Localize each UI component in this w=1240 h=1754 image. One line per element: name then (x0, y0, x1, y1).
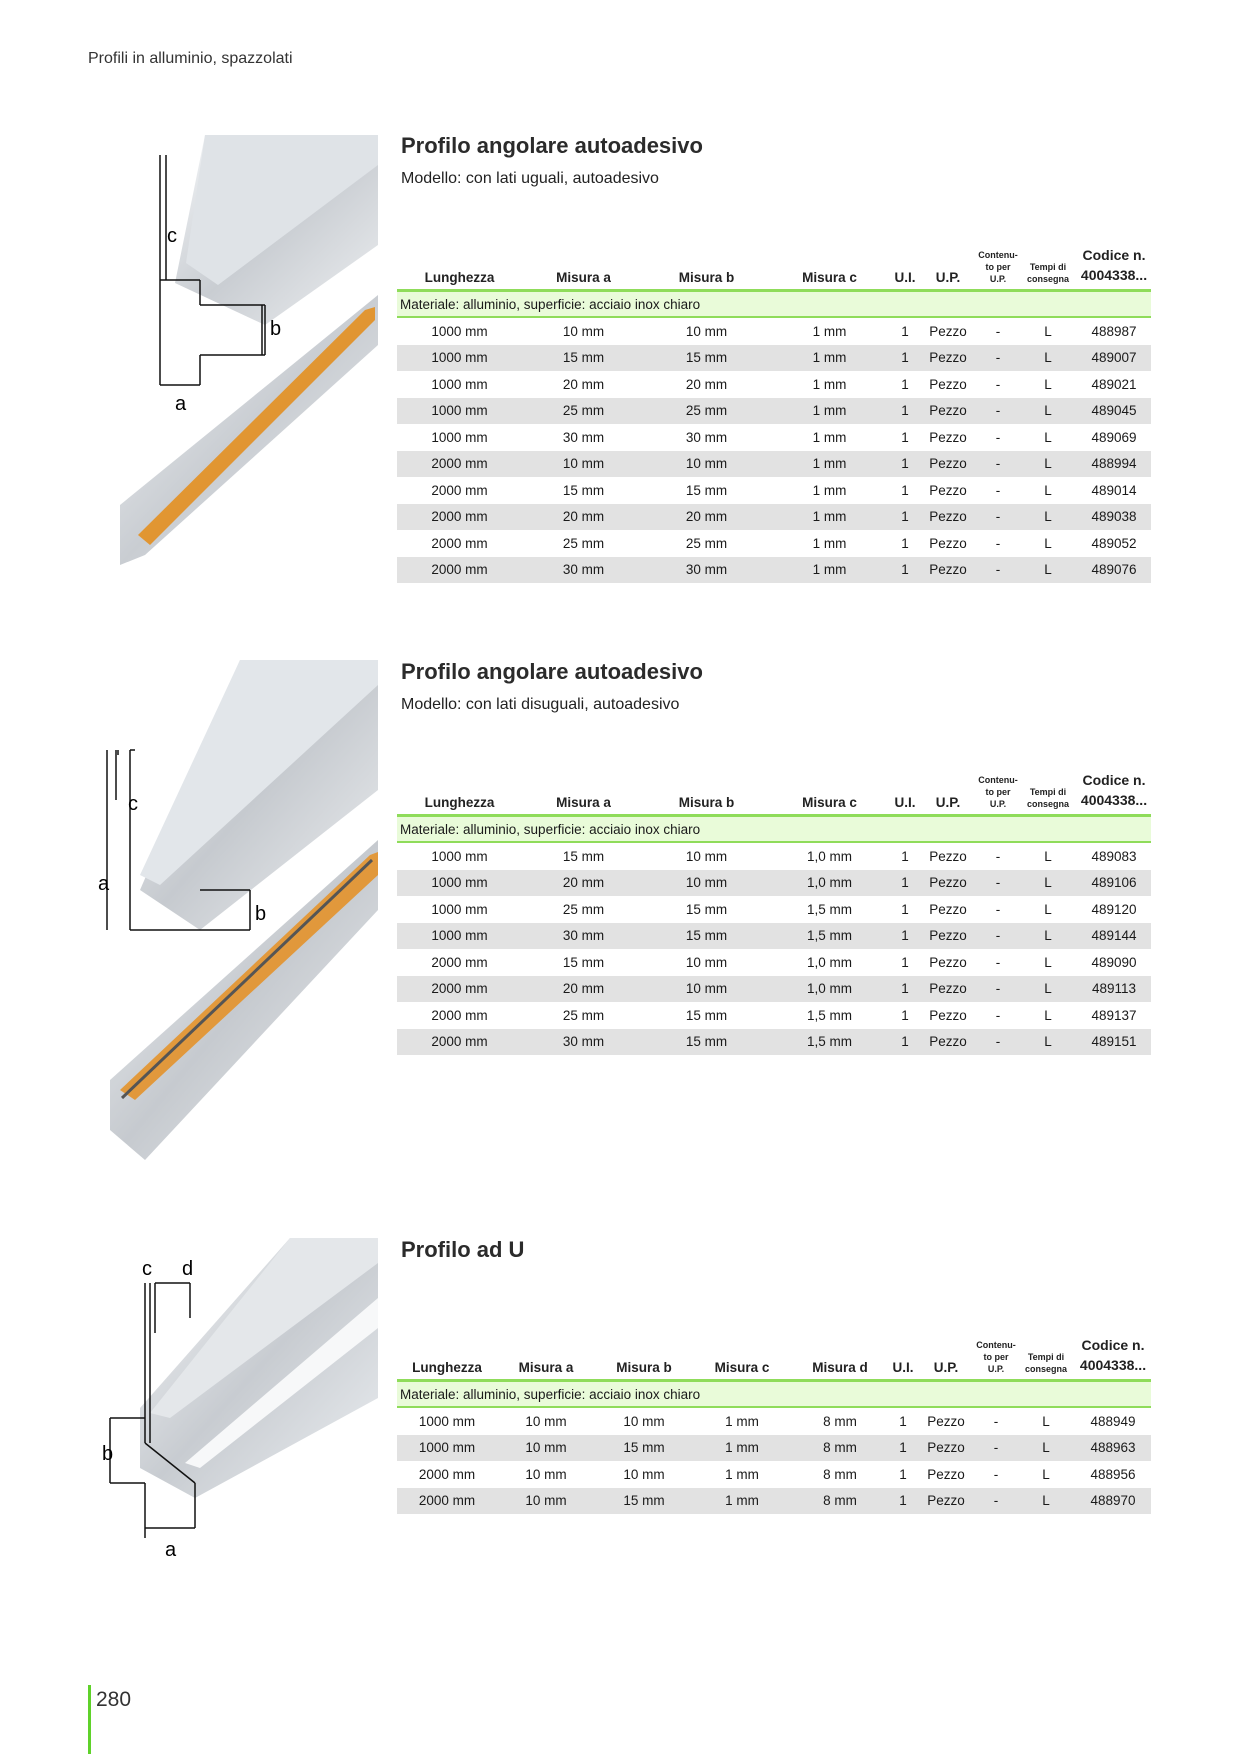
table-row (397, 345, 1151, 372)
product-code: 489038 (1077, 504, 1151, 531)
table-cell: 15 mm (645, 1029, 768, 1056)
table-cell: 1 (891, 398, 919, 425)
table-cell: 1000 mm (397, 923, 522, 950)
table-row (397, 424, 1151, 451)
table-cell: 15 mm (645, 896, 768, 923)
table-cell: 1 mm (768, 557, 891, 584)
table-cell: 1 mm (768, 317, 891, 345)
table-header-row (397, 1335, 1151, 1381)
column-header: Misura c (802, 795, 857, 810)
table-cell: 8 mm (791, 1435, 889, 1462)
table-cell: - (977, 477, 1019, 504)
product-code: 489137 (1077, 1002, 1151, 1029)
table-row (397, 1002, 1151, 1029)
material-row (397, 1381, 1151, 1408)
table-cell: L (1019, 424, 1077, 451)
table-cell: 20 mm (645, 371, 768, 398)
table-cell: 1 mm (768, 451, 891, 478)
product-code: 489113 (1077, 976, 1151, 1003)
column-header: Misura a (556, 270, 611, 285)
column-header: U.P. (935, 270, 961, 285)
table-row (397, 896, 1151, 923)
column-header: Misura c (802, 270, 857, 285)
table-cell: 30 mm (645, 557, 768, 584)
dimension-b-label: b (102, 1443, 114, 1465)
table-cell: - (977, 1002, 1019, 1029)
table-cell: 15 mm (522, 949, 645, 976)
section-subtitle: Modello: con lati disuguali, autoadesivo (401, 696, 680, 713)
table-cell: L (1019, 976, 1077, 1003)
table-cell: - (977, 371, 1019, 398)
table-cell: L (1019, 842, 1077, 870)
table-cell: 30 mm (645, 424, 768, 451)
table-cell: 10 mm (645, 976, 768, 1003)
table-cell: 20 mm (522, 504, 645, 531)
table-cell: 30 mm (522, 557, 645, 584)
table-cell: 20 mm (522, 870, 645, 897)
table-cell: - (977, 949, 1019, 976)
table-cell: 8 mm (791, 1407, 889, 1435)
table-cell: - (975, 1488, 1017, 1515)
column-header: Tempi di consegna (1026, 262, 1069, 284)
table-cell: L (1019, 451, 1077, 478)
table-cell: Pezzo (919, 477, 977, 504)
column-header: Lunghezza (412, 1360, 482, 1375)
table-cell: Pezzo (919, 424, 977, 451)
dimension-b-label: b (255, 903, 267, 925)
column-header: Misura b (678, 270, 735, 285)
column-header: U.P. (933, 1360, 959, 1375)
column-header: Tempi di consegna (1026, 787, 1069, 809)
table-cell: 2000 mm (397, 976, 522, 1003)
table-cell: - (977, 923, 1019, 950)
table-cell: 15 mm (645, 1002, 768, 1029)
table-cell: - (977, 976, 1019, 1003)
table-cell: 8 mm (791, 1461, 889, 1488)
column-header: U.I. (894, 795, 916, 810)
product-code: 489144 (1077, 923, 1151, 950)
table-header-row (397, 245, 1151, 291)
table-cell: 1 mm (768, 504, 891, 531)
table-cell: L (1019, 896, 1077, 923)
column-header: Misura a (518, 1360, 574, 1375)
table-row (397, 949, 1151, 976)
material-text: Materiale: alluminio, superficie: acciaio inox chiaro (397, 816, 1151, 843)
table-cell: Pezzo (919, 345, 977, 372)
table-cell: 25 mm (645, 530, 768, 557)
table-cell: 1 (891, 557, 919, 584)
table-cell: 1000 mm (397, 896, 522, 923)
table-cell: L (1019, 557, 1077, 584)
column-header: Codice n. 4004338... (1080, 247, 1148, 283)
table-cell: 2000 mm (397, 949, 522, 976)
table-cell: 1 (891, 424, 919, 451)
table-cell: 1 (891, 477, 919, 504)
table-cell: 1,5 mm (768, 923, 891, 950)
product-code: 488949 (1075, 1407, 1151, 1435)
table-cell: - (975, 1461, 1017, 1488)
table-row (397, 504, 1151, 531)
table-cell: 10 mm (497, 1488, 595, 1515)
table-cell: 1 (891, 896, 919, 923)
table-cell: 1 (891, 949, 919, 976)
product-code: 489045 (1077, 398, 1151, 425)
table-cell: L (1017, 1435, 1075, 1462)
table-cell: 1 (889, 1488, 917, 1515)
table-cell: - (977, 870, 1019, 897)
table-cell: 25 mm (645, 398, 768, 425)
product-code: 488987 (1077, 317, 1151, 345)
table-cell: Pezzo (917, 1461, 975, 1488)
table-header-row (397, 770, 1151, 816)
table-cell: L (1019, 923, 1077, 950)
table-cell: 1 (891, 504, 919, 531)
table-row (397, 398, 1151, 425)
table-cell: 1,0 mm (768, 949, 891, 976)
table-cell: 1000 mm (397, 371, 522, 398)
table-cell: 1 mm (693, 1407, 791, 1435)
column-header: Contenu- to per U.P. (978, 250, 1018, 284)
table-cell: 2000 mm (397, 451, 522, 478)
section-subtitle: Modello: con lati uguali, autoadesivo (401, 170, 659, 187)
table-cell: 10 mm (595, 1461, 693, 1488)
table-cell: 1000 mm (397, 317, 522, 345)
table-cell: L (1019, 317, 1077, 345)
table-cell: 10 mm (645, 451, 768, 478)
table-cell: 1,0 mm (768, 842, 891, 870)
table-cell: L (1019, 870, 1077, 897)
table-cell: 30 mm (522, 424, 645, 451)
table-cell: 1 (891, 451, 919, 478)
table-cell: - (977, 424, 1019, 451)
table-row (397, 976, 1151, 1003)
table-cell: Pezzo (919, 371, 977, 398)
dimension-a-label: a (98, 873, 110, 895)
equal-angle-profile-illustration (90, 135, 390, 595)
table-cell: 15 mm (645, 477, 768, 504)
column-header: Misura c (714, 1360, 770, 1375)
table-cell: 1 mm (693, 1435, 791, 1462)
table-cell: Pezzo (919, 949, 977, 976)
table-cell: - (975, 1407, 1017, 1435)
table-cell: Pezzo (919, 923, 977, 950)
table-cell: Pezzo (917, 1407, 975, 1435)
dimension-d-label: d (182, 1258, 194, 1280)
table-cell: 1000 mm (397, 345, 522, 372)
table-row (397, 477, 1151, 504)
product-table (397, 1335, 1151, 1514)
table-cell: 15 mm (595, 1488, 693, 1515)
table-cell: 20 mm (522, 371, 645, 398)
table-cell: L (1017, 1407, 1075, 1435)
table-cell: 10 mm (595, 1407, 693, 1435)
section-title: Profilo ad U (401, 1237, 525, 1262)
table-cell: Pezzo (919, 504, 977, 531)
table-cell: 1000 mm (397, 424, 522, 451)
product-code: 488994 (1077, 451, 1151, 478)
table-row (397, 1435, 1151, 1462)
table-cell: 1 (891, 345, 919, 372)
product-code: 488963 (1075, 1435, 1151, 1462)
table-cell: 1000 mm (397, 398, 522, 425)
table-cell: 1,0 mm (768, 870, 891, 897)
table-cell: L (1019, 1029, 1077, 1056)
table-cell: 30 mm (522, 923, 645, 950)
table-cell: 1 (891, 842, 919, 870)
product-code: 489083 (1077, 842, 1151, 870)
table-row (397, 923, 1151, 950)
column-header: Codice n. 4004338... (1079, 1337, 1147, 1373)
product-code: 489014 (1077, 477, 1151, 504)
section-title: Profilo angolare autoadesivo (401, 659, 703, 684)
table-cell: 8 mm (791, 1488, 889, 1515)
table-row (397, 870, 1151, 897)
table-row (397, 842, 1151, 870)
table-cell: - (977, 896, 1019, 923)
table-cell: - (977, 842, 1019, 870)
product-table (397, 245, 1151, 583)
table-cell: - (977, 451, 1019, 478)
table-cell: 2000 mm (397, 1488, 497, 1515)
product-code: 489069 (1077, 424, 1151, 451)
table-cell: 1 mm (693, 1461, 791, 1488)
u-profile-illustration (90, 1238, 390, 1638)
dimension-a-label: a (165, 1539, 177, 1561)
product-code: 489076 (1077, 557, 1151, 584)
table-row (397, 371, 1151, 398)
table-cell: 15 mm (595, 1435, 693, 1462)
table-cell: 10 mm (645, 317, 768, 345)
material-text: Materiale: alluminio, superficie: acciaio inox chiaro (397, 291, 1151, 318)
material-row (397, 291, 1151, 318)
table-cell: 1,5 mm (768, 896, 891, 923)
table-cell: 30 mm (522, 1029, 645, 1056)
column-header: Misura a (556, 795, 611, 810)
column-header: Misura d (812, 1360, 868, 1375)
table-cell: 15 mm (645, 923, 768, 950)
table-cell: Pezzo (919, 870, 977, 897)
table-cell: 2000 mm (397, 557, 522, 584)
column-header: Lunghezza (424, 795, 495, 810)
table-cell: 2000 mm (397, 1002, 522, 1029)
table-cell: L (1019, 504, 1077, 531)
table-cell: 10 mm (497, 1407, 595, 1435)
product-code: 489052 (1077, 530, 1151, 557)
table-cell: Pezzo (919, 530, 977, 557)
material-row (397, 816, 1151, 843)
table-cell: 15 mm (522, 842, 645, 870)
table-cell: 1 mm (693, 1488, 791, 1515)
material-text: Materiale: alluminio, superficie: acciaio inox chiaro (397, 1381, 1151, 1408)
table-cell: 10 mm (645, 842, 768, 870)
table-cell: 10 mm (497, 1435, 595, 1462)
table-cell: L (1019, 371, 1077, 398)
table-cell: L (1017, 1488, 1075, 1515)
column-header: Misura b (678, 795, 735, 810)
table-cell: 1000 mm (397, 870, 522, 897)
table-cell: 1000 mm (397, 1435, 497, 1462)
table-cell: 2000 mm (397, 477, 522, 504)
product-code: 489007 (1077, 345, 1151, 372)
table-cell: 25 mm (522, 896, 645, 923)
column-header: U.I. (892, 1360, 914, 1375)
table-cell: Pezzo (917, 1488, 975, 1515)
table-cell: Pezzo (919, 1029, 977, 1056)
unequal-angle-profile-illustration (90, 660, 390, 1160)
table-cell: 25 mm (522, 398, 645, 425)
column-header: U.P. (935, 795, 961, 810)
column-header: U.I. (894, 270, 916, 285)
table-cell: 1 (891, 530, 919, 557)
table-cell: 15 mm (645, 345, 768, 372)
product-code: 489151 (1077, 1029, 1151, 1056)
table-cell: Pezzo (919, 842, 977, 870)
product-code: 488970 (1075, 1488, 1151, 1515)
table-cell: 1 mm (768, 345, 891, 372)
table-cell: 20 mm (645, 504, 768, 531)
dimension-b-label: b (270, 318, 282, 340)
table-cell: 1,5 mm (768, 1002, 891, 1029)
table-cell: - (977, 345, 1019, 372)
table-cell: 15 mm (522, 477, 645, 504)
table-cell: - (977, 504, 1019, 531)
table-row (397, 317, 1151, 345)
table-cell: Pezzo (919, 976, 977, 1003)
column-header: Contenu- to per U.P. (978, 775, 1018, 809)
dimension-c-label: c (167, 225, 177, 247)
table-cell: 1 (889, 1407, 917, 1435)
table-row (397, 1407, 1151, 1435)
table-cell: L (1019, 345, 1077, 372)
product-code: 489120 (1077, 896, 1151, 923)
table-cell: 1 (891, 870, 919, 897)
table-cell: - (977, 398, 1019, 425)
table-cell: - (977, 557, 1019, 584)
table-cell: 10 mm (645, 949, 768, 976)
table-cell: - (975, 1435, 1017, 1462)
section-title: Profilo angolare autoadesivo (401, 133, 703, 158)
table-cell: L (1019, 949, 1077, 976)
table-cell: - (977, 1029, 1019, 1056)
table-cell: Pezzo (919, 896, 977, 923)
dimension-c-label: c (142, 1258, 152, 1280)
table-row (397, 1029, 1151, 1056)
column-header: Contenu- to per U.P. (976, 1340, 1016, 1374)
column-header: Misura b (616, 1360, 672, 1375)
product-code: 489021 (1077, 371, 1151, 398)
table-cell: 15 mm (522, 345, 645, 372)
table-row (397, 557, 1151, 584)
table-cell: 10 mm (497, 1461, 595, 1488)
table-cell: 1000 mm (397, 842, 522, 870)
table-cell: 1000 mm (397, 1407, 497, 1435)
table-cell: 1,5 mm (768, 1029, 891, 1056)
page-number: 280 (96, 1688, 132, 1711)
page-number-bar (88, 1685, 91, 1754)
table-cell: - (977, 317, 1019, 345)
table-cell: 1 mm (768, 477, 891, 504)
table-cell: 25 mm (522, 530, 645, 557)
table-cell: L (1019, 477, 1077, 504)
table-cell: L (1017, 1461, 1075, 1488)
table-cell: 1 (891, 371, 919, 398)
table-cell: 1 mm (768, 424, 891, 451)
table-cell: 2000 mm (397, 504, 522, 531)
table-row (397, 530, 1151, 557)
product-code: 489106 (1077, 870, 1151, 897)
column-header: Lunghezza (424, 270, 495, 285)
product-code: 488956 (1075, 1461, 1151, 1488)
dimension-c-label: c (128, 793, 138, 815)
table-cell: 1 (891, 317, 919, 345)
table-cell: L (1019, 1002, 1077, 1029)
table-cell: L (1019, 398, 1077, 425)
table-cell: - (977, 530, 1019, 557)
page-header: Profili in alluminio, spazzolati (88, 50, 293, 67)
table-cell: 1 (891, 976, 919, 1003)
table-cell: 1 (891, 1002, 919, 1029)
table-cell: 1 mm (768, 398, 891, 425)
table-cell: Pezzo (919, 1002, 977, 1029)
table-cell: 10 mm (522, 451, 645, 478)
product-code: 489090 (1077, 949, 1151, 976)
table-row (397, 451, 1151, 478)
table-row (397, 1461, 1151, 1488)
table-cell: 1 (889, 1435, 917, 1462)
table-cell: Pezzo (919, 451, 977, 478)
table-cell: Pezzo (919, 317, 977, 345)
table-cell: 2000 mm (397, 1029, 522, 1056)
table-cell: Pezzo (919, 398, 977, 425)
column-header: Codice n. 4004338... (1080, 772, 1148, 808)
table-cell: 10 mm (522, 317, 645, 345)
product-table (397, 770, 1151, 1055)
table-row (397, 1488, 1151, 1515)
table-cell: 1 (889, 1461, 917, 1488)
table-cell: 10 mm (645, 870, 768, 897)
table-cell: 1 (891, 923, 919, 950)
table-cell: 20 mm (522, 976, 645, 1003)
table-cell: Pezzo (917, 1435, 975, 1462)
table-cell: 25 mm (522, 1002, 645, 1029)
table-cell: 1 mm (768, 530, 891, 557)
table-cell: 1 (891, 1029, 919, 1056)
table-cell: Pezzo (919, 557, 977, 584)
table-cell: 1,0 mm (768, 976, 891, 1003)
dimension-a-label: a (175, 393, 187, 415)
column-header: Tempi di consegna (1024, 1352, 1067, 1374)
table-cell: 2000 mm (397, 1461, 497, 1488)
table-cell: 1 mm (768, 371, 891, 398)
table-cell: L (1019, 530, 1077, 557)
table-cell: 2000 mm (397, 530, 522, 557)
